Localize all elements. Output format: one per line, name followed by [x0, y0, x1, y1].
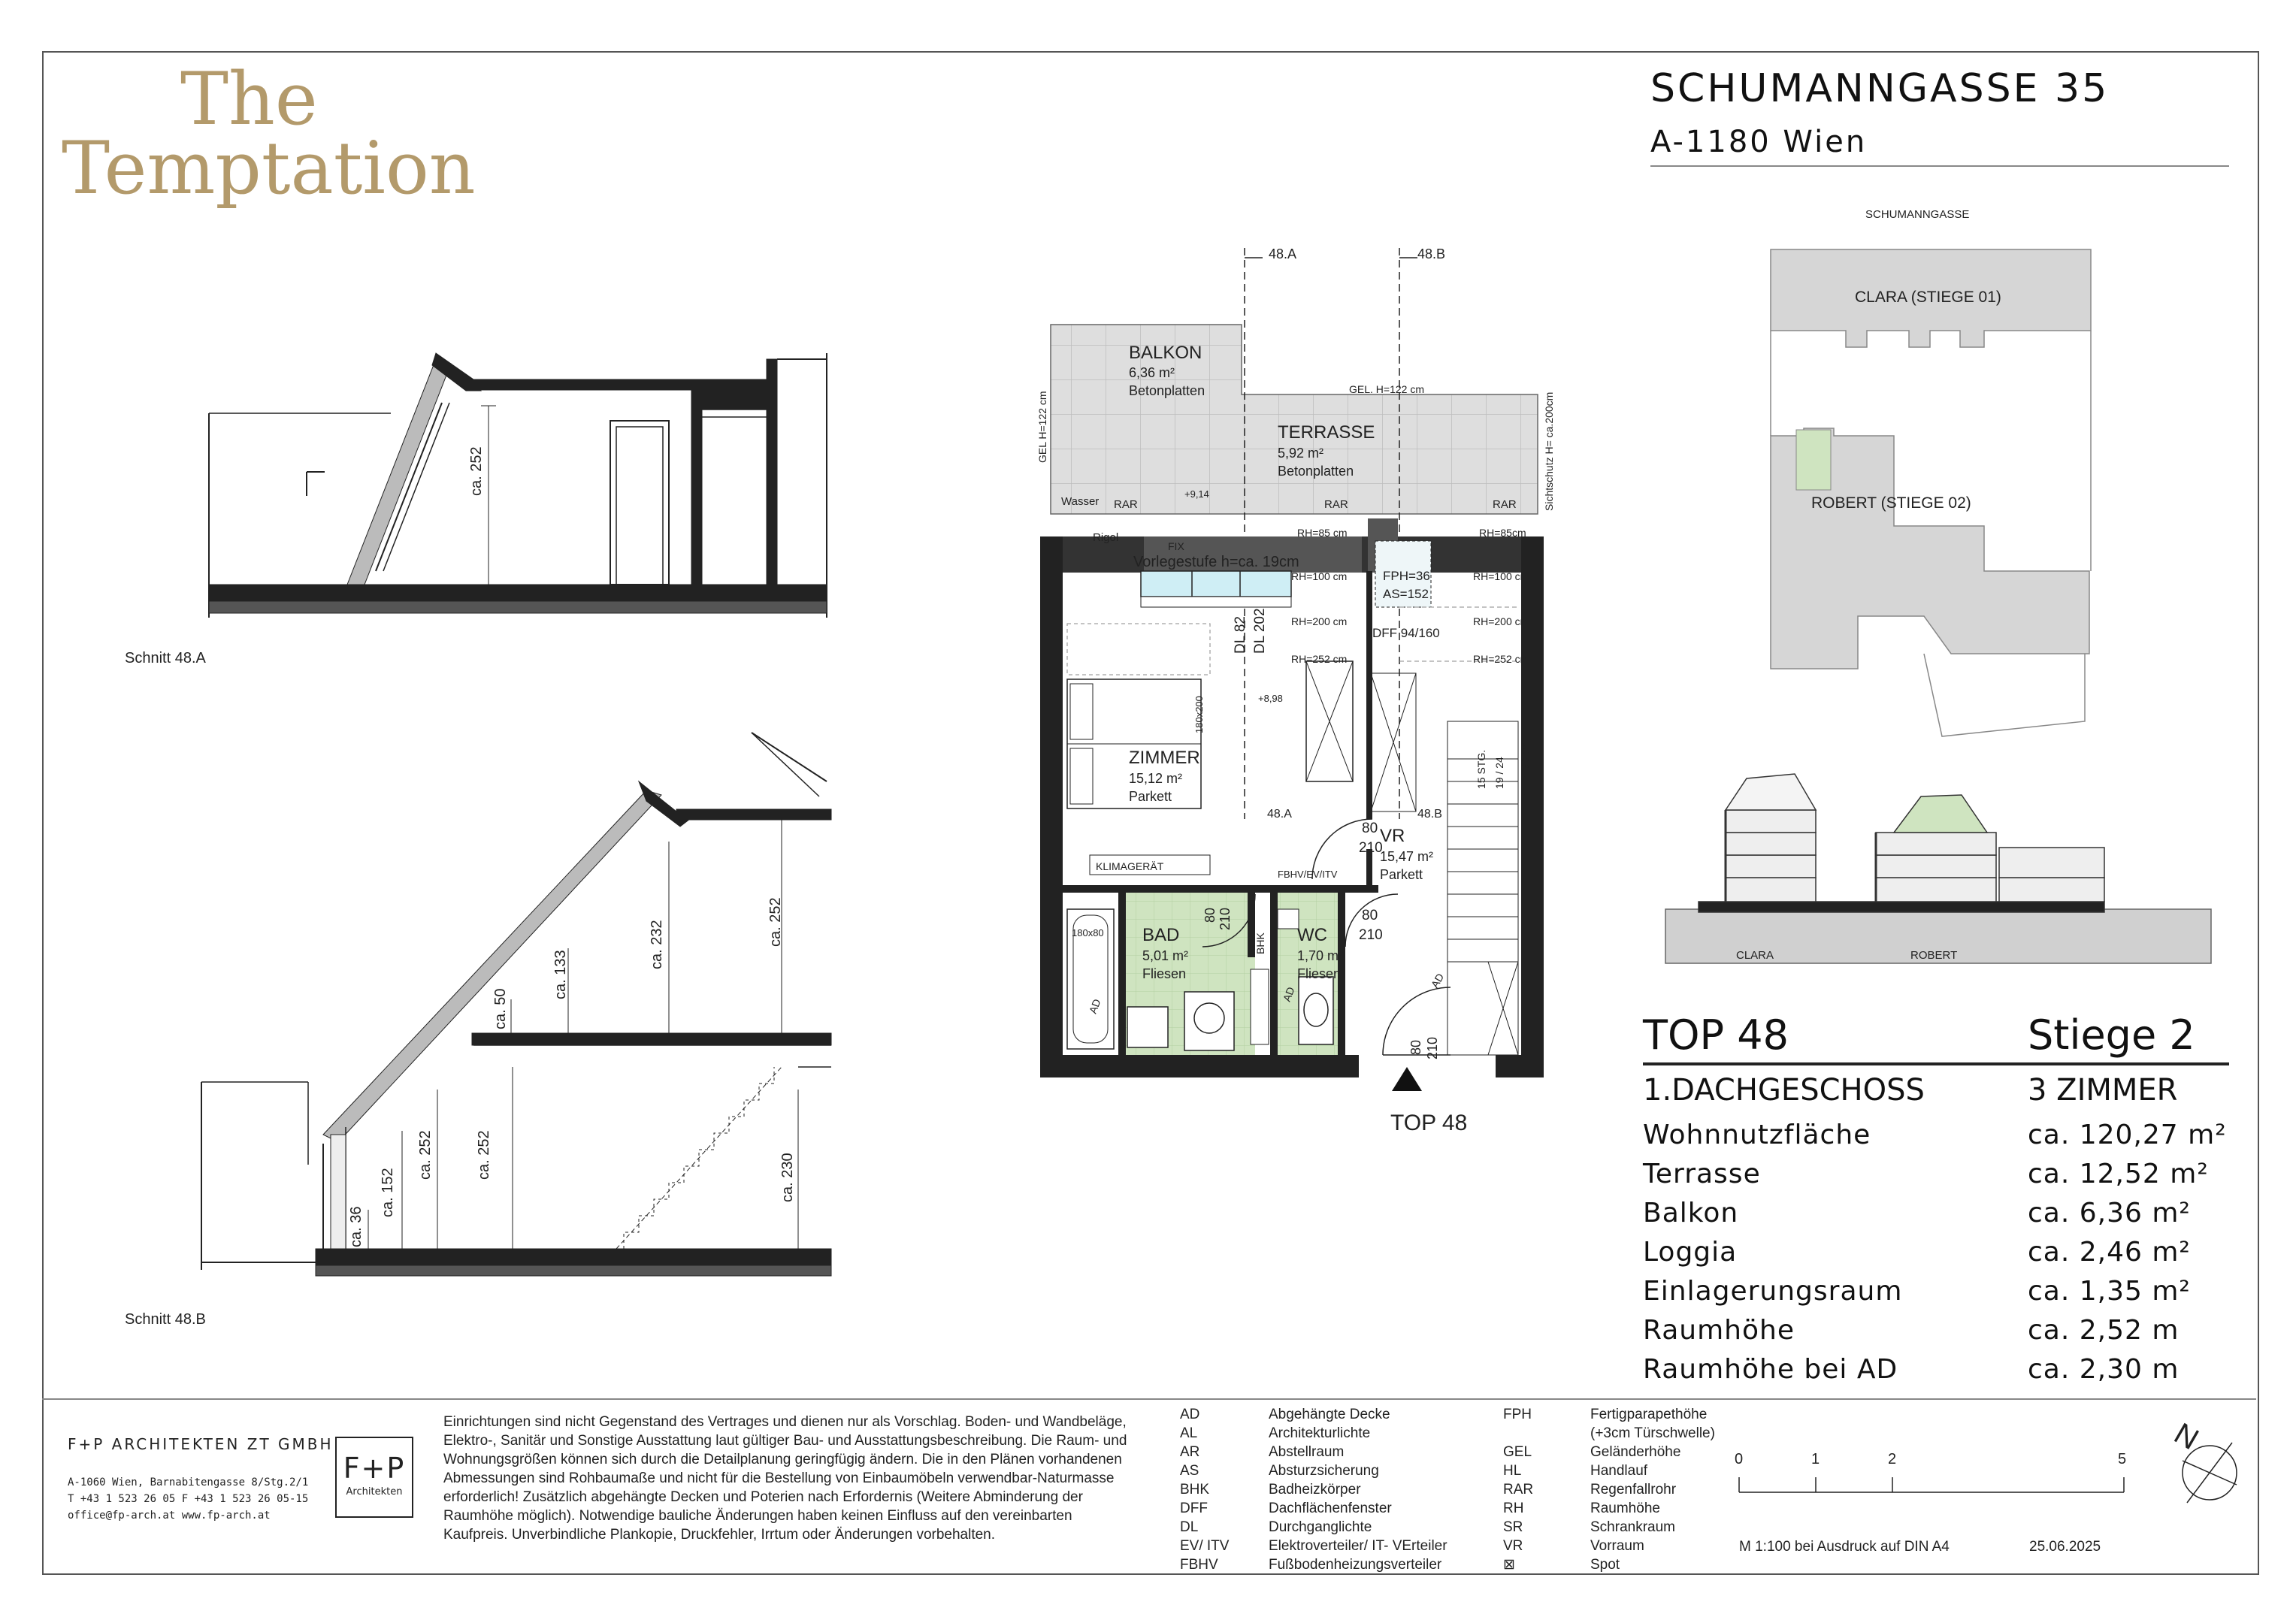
section-b-label: Schnitt 48.B [125, 1311, 206, 1328]
dim-a-height: ca. 252 [468, 446, 485, 496]
note-hl: HL H=90 cm [1520, 742, 1531, 796]
area-label: Raumhöhe bei AD [1643, 1354, 1898, 1385]
note-bhk: BHK [1254, 932, 1266, 954]
legend-abbr-1 [1180, 1405, 1229, 1574]
site-robert: ROBERT (STIEGE 02) [1811, 494, 1971, 512]
note-rh252a: RH=252 cm [1291, 653, 1348, 665]
note-gel-v: GEL H=122 cm [1036, 391, 1048, 463]
dim-b-2: ca. 252 [767, 897, 784, 947]
note-as: AS=152 [1383, 587, 1429, 601]
scale-5: 5 [2118, 1451, 2127, 1467]
legend-desc-1 [1269, 1405, 1447, 1574]
cut-a-top: 48.A [1269, 246, 1297, 261]
wc-name: WC [1297, 925, 1327, 945]
dim-b-7: ca. 152 [380, 1168, 396, 1217]
legend-desc: Schrankraum [1590, 1519, 1675, 1535]
elev-robert: ROBERT [1910, 949, 1958, 962]
note-tub-size: 180x80 [1072, 927, 1104, 938]
balkon-area: 6,36 m² [1129, 365, 1175, 380]
note-rar1: RAR [1114, 498, 1138, 511]
dim-b-3: ca. 133 [552, 950, 569, 999]
legend-desc: (+3cm Türschwelle) [1590, 1425, 1715, 1441]
vr-floor: Parkett [1380, 867, 1423, 882]
note-fbhv: FBHV/EV/ITV [1278, 869, 1338, 880]
terrasse-floor: Betonplatten [1278, 464, 1354, 479]
area-value: ca. 12,52 m² [2028, 1159, 2209, 1189]
area-row [1643, 1198, 2237, 1237]
area-value: ca. 2,30 m [2028, 1354, 2180, 1385]
note-ad3: AD [1428, 971, 1447, 990]
legend-desc: Badheizkörper [1269, 1482, 1361, 1498]
legend-desc: Fußbodenheizungsverteiler [1269, 1557, 1442, 1573]
dim-b-4: ca. 50 [492, 988, 509, 1029]
unit-rooms: 3 ZIMMER [2028, 1073, 2178, 1108]
plan-date: 25.06.2025 [2029, 1539, 2101, 1555]
legend-desc: Fertigparapethöhe [1590, 1407, 1708, 1422]
legend-abbr: DL [1180, 1519, 1199, 1535]
legend-desc: Absturzsicherung [1269, 1463, 1379, 1479]
legend-desc-2 [1590, 1405, 1715, 1574]
note-rh200a: RH=200 cm [1291, 615, 1348, 627]
legend-desc: Durchganglichte [1269, 1519, 1372, 1535]
legend-abbr: SR [1503, 1519, 1523, 1535]
area-value: ca. 1,35 m² [2028, 1276, 2191, 1307]
brand-line2: Temptation [62, 126, 476, 210]
note-rar2: RAR [1324, 498, 1348, 511]
zimmer-name: ZIMMER [1129, 748, 1200, 768]
site-clara: CLARA (STIEGE 01) [1855, 289, 2001, 306]
dim-b-5: ca. 252 [476, 1130, 492, 1180]
area-table [1643, 1120, 2237, 1393]
scale-bar [1739, 1477, 2124, 1492]
door-zimmer-w: 80 [1362, 821, 1378, 836]
spot-icon: ⊠ [1503, 1557, 1515, 1573]
legend-desc: Spot [1590, 1557, 1620, 1573]
address-city: A-1180 Wien [1650, 125, 1868, 159]
section-48a [209, 353, 827, 618]
legend-abbr: GEL [1503, 1444, 1532, 1460]
door-entry-w: 80 [1408, 1039, 1423, 1055]
north-label: N [2168, 1416, 2204, 1457]
legend-desc: Handlauf [1590, 1463, 1648, 1479]
scale-note: M 1:100 bei Ausdruck auf DIN A4 [1739, 1539, 1950, 1555]
unit-top: TOP 48 [1643, 1011, 1789, 1059]
disclaimer: Einrichtungen sind nicht Gegenstand des Vertrages und dienen nur als Vorschlag. Boden- und Wandbeläge, Elektro-, Sanitär und Sonstige Ausstattung laut gültiger Bau- und Ausstattungsbeschreibung. Die Raum- und Wohnungsgrößen können sich durch die Detailplanung geringfügig ändern. Die in den Plänen vorhandenen Abmessungen sind Rohbaumaße und nicht für die Bestellung von Einbaumöbeln verwendbar-Naturmasse erforderlich! Zusätzlich abgehängte Decken und Poterien nach Erfordernis (Weitere Abminderung der Raumhöhe möglich). Notwendige bauliche Änderungen haben keinen Einfluss auf den vereinbarten Kaufpreis. Unverbindliche Plankopie, Druckfehler, Irrtum oder Änderungen vorbehalten. [443, 1414, 1127, 1543]
door-zimmer-h: 210 [1359, 840, 1383, 856]
section-48b [201, 733, 831, 1276]
legend-abbr: RAR [1503, 1482, 1534, 1498]
elev-clara: CLARA [1736, 949, 1774, 962]
legend-desc: Elektroverteiler/ IT- VErteiler [1269, 1538, 1447, 1554]
vr-name: VR [1380, 826, 1405, 846]
terrasse-area: 5,92 m² [1278, 446, 1324, 461]
legend-abbr: EV/ ITV [1180, 1538, 1230, 1554]
note-rar3: RAR [1493, 498, 1517, 511]
cut-b-top: 48.B [1417, 246, 1446, 261]
terrasse-name: TERRASSE [1278, 422, 1375, 443]
note-klima: KLIMAGERÄT [1096, 860, 1164, 872]
scale-2: 2 [1888, 1451, 1897, 1467]
door-bad-h: 210 [1218, 907, 1233, 930]
site-plan [1771, 249, 2091, 736]
bad-name: BAD [1142, 925, 1180, 945]
floor-plan [1040, 248, 1544, 1091]
unit-floor: 1.DACHGESCHOSS [1643, 1073, 1925, 1108]
note-dff: DFF 94/160 [1372, 626, 1440, 640]
legend-abbr: VR [1503, 1538, 1523, 1554]
note-rh200b: RH=200 cm [1473, 615, 1529, 627]
legend-abbr: AR [1180, 1444, 1200, 1460]
firm-logo [335, 1437, 413, 1518]
area-row [1643, 1315, 2237, 1354]
legend-abbr: BHK [1180, 1482, 1210, 1498]
note-dl82: DL 82 [1233, 616, 1248, 654]
legend-desc: Raumhöhe [1590, 1501, 1660, 1516]
area-label: Wohnnutzfläche [1643, 1120, 1871, 1150]
area-value: ca. 6,36 m² [2028, 1198, 2191, 1229]
note-fix: FIX [1168, 540, 1184, 552]
legend-desc: Geländerhöhe [1590, 1444, 1681, 1460]
note-stg: 15 STG. [1475, 749, 1487, 789]
section-a-label: Schnitt 48.A [125, 650, 206, 666]
cut-a-bottom: 48.A [1267, 808, 1292, 821]
scale-0: 0 [1735, 1451, 1744, 1467]
site-street: SCHUMANNGASSE [1865, 208, 1970, 221]
elevation [1665, 774, 2211, 963]
legend-abbr: RH [1503, 1501, 1524, 1516]
legend-abbr: FBHV [1180, 1557, 1218, 1573]
legend-desc: Vorraum [1590, 1538, 1644, 1554]
area-value: ca. 120,27 m² [2028, 1120, 2227, 1150]
legend-abbr [1503, 1424, 1533, 1443]
note-level2: +8,98 [1258, 693, 1283, 704]
legend-desc: Regenfallrohr [1590, 1482, 1677, 1498]
note-ad1: AD [1086, 997, 1103, 1016]
area-label: Balkon [1643, 1198, 1739, 1229]
wc-area: 1,70 m² [1297, 948, 1344, 963]
dim-b-1: ca. 232 [649, 920, 665, 969]
balkon-floor: Betonplatten [1129, 383, 1205, 398]
note-sichtschutz: Sichtschutz H= ca.200cm [1543, 391, 1555, 511]
legend-desc: Abstellraum [1269, 1444, 1345, 1460]
note-rh85a: RH=85 cm [1297, 527, 1348, 539]
legend-desc: Abgehängte Decke [1269, 1407, 1390, 1422]
unit-divider [1643, 1062, 2229, 1065]
legend-abbr: DFF [1180, 1501, 1208, 1516]
area-value: ca. 2,46 m² [2028, 1237, 2191, 1268]
note-rigol: Rigol [1093, 531, 1119, 544]
area-row [1643, 1237, 2237, 1276]
firm-logo-main: F+P [343, 1452, 406, 1485]
note-dl202: DL 202 [1252, 608, 1268, 654]
bad-area: 5,01 m² [1142, 948, 1189, 963]
firm-address-line: office@fp-arch.at www.fp-arch.at [68, 1510, 271, 1522]
legend-abbr: HL [1503, 1463, 1522, 1479]
legend-abbr: AL [1180, 1425, 1198, 1441]
note-ad2: AD [1280, 985, 1297, 1004]
area-row [1643, 1354, 2237, 1393]
legend-abbr: AD [1180, 1407, 1200, 1422]
door-entry-h: 210 [1425, 1036, 1440, 1059]
note-wasser: Wasser [1061, 495, 1100, 508]
dim-b-9: ca. 230 [779, 1153, 796, 1202]
north-arrow-icon [2183, 1443, 2237, 1503]
wc-floor: Fliesen [1297, 966, 1342, 981]
area-row [1643, 1276, 2237, 1315]
note-vorlegestufe: Vorlegestufe h=ca. 19cm [1133, 554, 1299, 570]
balkon-name: BALKON [1129, 343, 1202, 363]
door-bad-w: 80 [1202, 907, 1218, 923]
note-rh85b: RH=85cm [1479, 527, 1526, 539]
legend-desc: Architekturlichte [1269, 1425, 1371, 1441]
area-label: Raumhöhe [1643, 1315, 1795, 1346]
door-wc-h: 210 [1359, 927, 1383, 943]
legend-abbr-2 [1503, 1405, 1533, 1574]
bad-floor: Fliesen [1142, 966, 1187, 981]
firm-logo-sub: Architekten [346, 1486, 403, 1498]
scale-1: 1 [1811, 1451, 1820, 1467]
legend-desc: Dachflächenfenster [1269, 1501, 1392, 1516]
legend-abbr: FPH [1503, 1407, 1532, 1422]
firm-address [68, 1474, 308, 1524]
note-steps: 19 / 24 [1493, 757, 1505, 789]
door-wc-w: 80 [1362, 908, 1378, 923]
area-row [1643, 1159, 2237, 1198]
dim-b-6: ca. 252 [417, 1130, 434, 1180]
area-value: ca. 2,52 m [2028, 1315, 2180, 1346]
dim-b-8: ca. 36 [348, 1206, 365, 1247]
top-marker: TOP 48 [1390, 1111, 1468, 1135]
area-label: Loggia [1643, 1237, 1738, 1268]
zimmer-floor: Parkett [1129, 789, 1172, 804]
note-rh252b: RH=252 cm [1473, 653, 1529, 665]
unit-stiege: Stiege 2 [2028, 1011, 2195, 1059]
vr-area: 15,47 m² [1380, 849, 1434, 864]
area-label: Terrasse [1643, 1159, 1761, 1189]
note-rh100b: RH=100 cm [1473, 570, 1529, 582]
area-label: Einlagerungsraum [1643, 1276, 1903, 1307]
brand-line1: The [180, 57, 318, 141]
firm-address-line: A-1060 Wien, Barnabitengasse 8/Stg.2/1 [68, 1476, 309, 1489]
cut-b-bottom: 48.B [1417, 808, 1442, 821]
note-level1: +9,14 [1184, 488, 1209, 500]
address-street: SCHUMANNGASSE 35 [1650, 66, 2110, 111]
firm-address-line: T +43 1 523 26 05 F +43 1 523 26 05-15 [68, 1493, 309, 1505]
area-row [1643, 1120, 2237, 1159]
note-gel: GEL. H=122 cm [1349, 383, 1424, 395]
legend-abbr: AS [1180, 1463, 1199, 1479]
zimmer-area: 15,12 m² [1129, 771, 1183, 786]
note-rh100a: RH=100 cm [1291, 570, 1348, 582]
firm-name: F+P ARCHITEKTEN ZT GMBH [68, 1435, 334, 1453]
note-fph: FPH=36 [1383, 569, 1430, 583]
note-bed-size: 180x200 [1193, 696, 1205, 733]
